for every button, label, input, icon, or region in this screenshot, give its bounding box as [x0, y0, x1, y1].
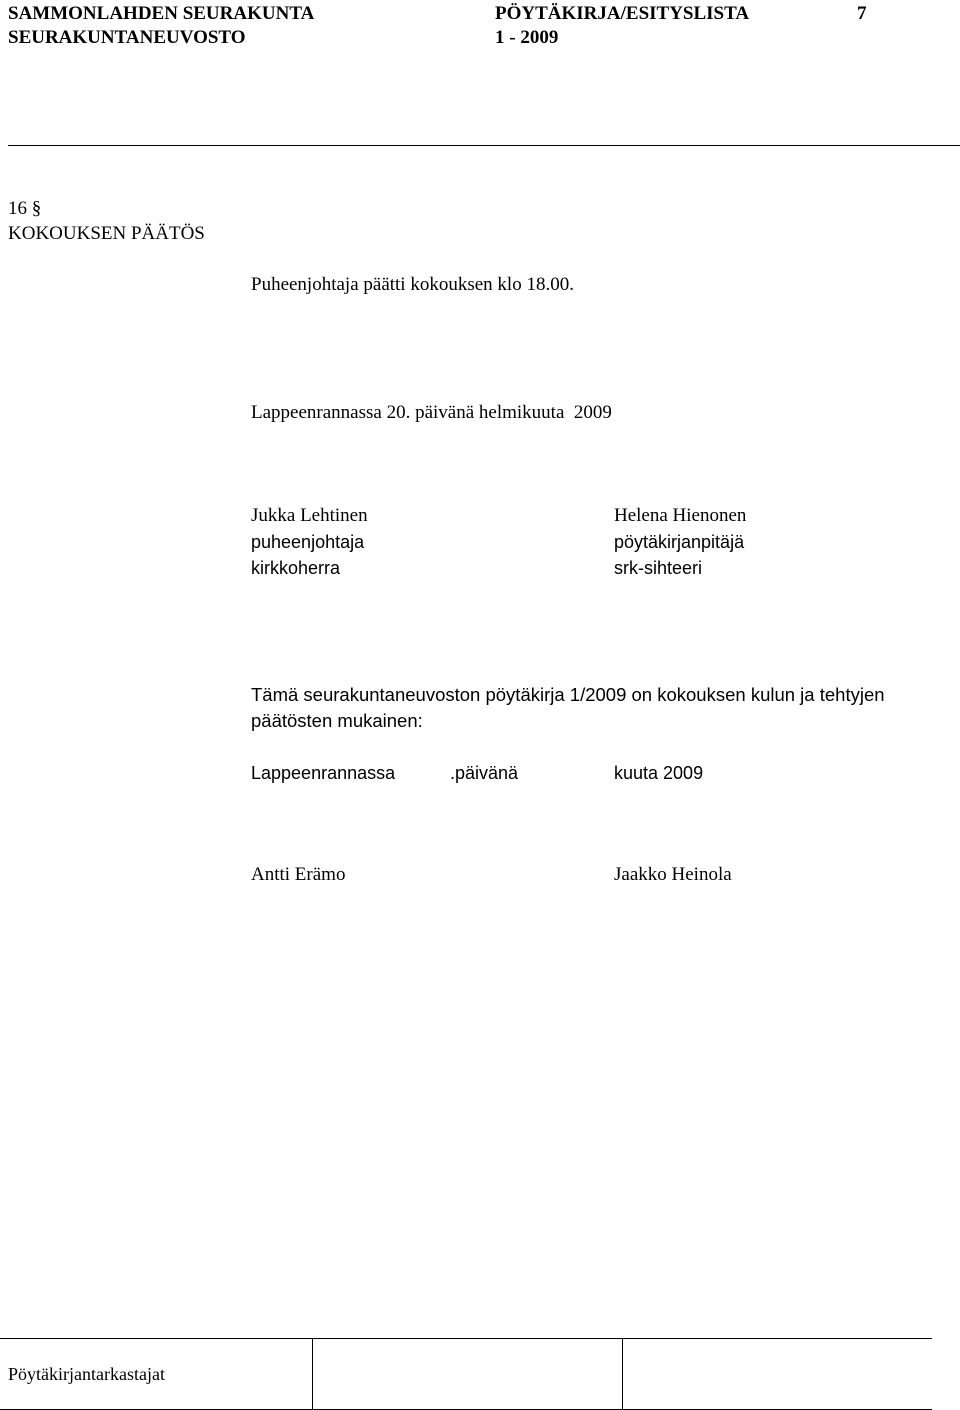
signer-right-title: srk-sihteeri	[614, 558, 703, 578]
header-divider	[8, 145, 960, 146]
signing-place-date: Lappeenrannassa 20. päivänä helmikuuta 2009	[251, 402, 612, 423]
signer-right-role: pöytäkirjanpitäjä	[614, 532, 745, 552]
reviewer-2-name: Jaakko Heinola	[614, 864, 732, 885]
reviewer-1-name: Antti Erämo	[251, 864, 346, 885]
signer-left-role: puheenjohtaja	[251, 532, 365, 552]
body-name: SEURAKUNTANEUVOSTO	[8, 27, 246, 48]
review-place: Lappeenrannassa	[251, 763, 396, 783]
document-number: 1 - 2009	[495, 27, 559, 48]
signer-left-title: kirkkoherra	[251, 558, 341, 578]
footer-top-border	[0, 1338, 932, 1339]
review-statement-line2: päätösten mukainen:	[251, 710, 423, 731]
section-title: KOKOUKSEN PÄÄTÖS	[8, 223, 205, 244]
footer-column-divider-2	[622, 1338, 623, 1410]
document-type: PÖYTÄKIRJA/ESITYSLISTA	[495, 3, 750, 24]
section-number: 16 §	[8, 198, 42, 219]
footer-label: Pöytäkirjantarkastajat	[8, 1364, 165, 1384]
org-name: SAMMONLAHDEN SEURAKUNTA	[8, 3, 315, 24]
review-statement-line1: Tämä seurakuntaneuvoston pöytäkirja 1/2009 on kokouksen kulun ja tehtyjen	[251, 684, 885, 705]
review-month-year: kuuta 2009	[614, 763, 704, 783]
signer-right-name: Helena Hienonen	[614, 505, 747, 526]
signer-left-name: Jukka Lehtinen	[251, 505, 368, 526]
review-day: .päivänä	[450, 763, 519, 783]
section-body: Puheenjohtaja päätti kokouksen klo 18.00.	[251, 274, 574, 295]
footer-column-divider-1	[312, 1338, 313, 1410]
page-number: 7	[857, 3, 867, 24]
